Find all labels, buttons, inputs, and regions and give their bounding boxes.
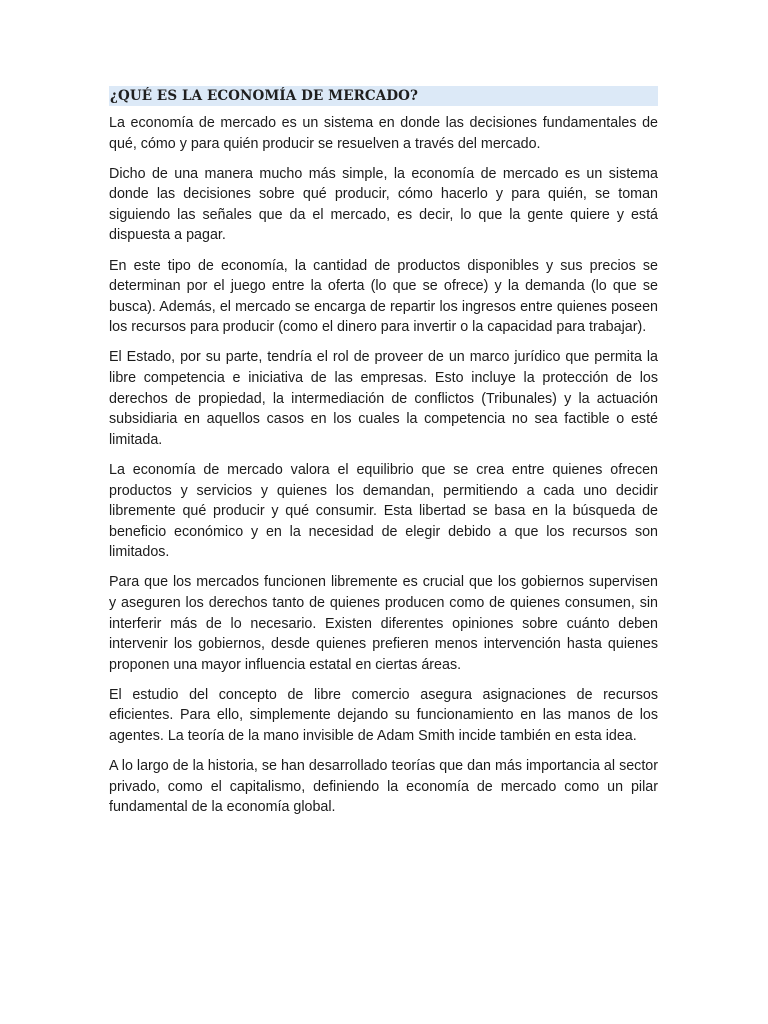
paragraph-state-role: El Estado, por su parte, tendría el rol de proveer de un marco jurídico que permita la libre competencia e iniciativa de las empresas. Esto incluye la protección de los derechos de propiedad, la intermediación de conflictos (Tribunales) y la actuación subsidiaria en aquellos casos en los cuales la competencia no sea factible o esté limitada.	[109, 349, 658, 448]
paragraph-history: A lo largo de la historia, se han desarrollado teorías que dan más importancia al sector privado, como el capitalismo, definiendo la economía de mercado como un pilar fundamental de la economía global.	[109, 758, 658, 816]
paragraph-equilibrium: La economía de mercado valora el equilibrio que se crea entre quienes ofrecen productos y servicios y quienes los demandan, permitiendo a cada uno decidir libremente qué producir y qué consumir. Esta libertad se basa en la búsqueda de beneficio económico y en la necesidad de elegir debido a que los recursos son limitados.	[109, 461, 658, 561]
paragraph-supply-demand: En este tipo de economía, la cantidad de productos disponibles y sus precios se determinan por el juego entre la oferta (lo que se ofrece) y la demanda (lo que se busca). Además, el mercado se encarga de repartir los ingresos entre quienes poseen los recursos para producir (como el dinero para invertir o la capacidad para trabajar).	[109, 257, 658, 336]
paragraph-government-oversight: Para que los mercados funcionen libremente es crucial que los gobiernos supervisen y aseguren los derechos tanto de quienes producen como de quienes consumen, sin interferir más de lo necesario. Existen diferentes opiniones sobre cuánto deben intervenir los gobiernos, desde quienes prefieren menos intervención hasta quienes proponen una mayor influencia estatal en ciertas áreas.	[109, 574, 658, 673]
paragraph-definition: La economía de mercado es un sistema en donde las decisiones fundamentales de qué, cómo y para quién producir se resuelven a través del mercado.	[109, 115, 658, 152]
paragraph-simple-explanation: Dicho de una manera mucho más simple, la economía de mercado es un sistema donde las decisiones sobre qué producir, cómo hacerlo y para quién, se toman siguiendo las señales que da el mercado, es decir, lo que la gente quiere y está dispuesta a pagar.	[109, 165, 658, 244]
paragraph-free-trade: El estudio del concepto de libre comercio asegura asignaciones de recursos eficientes. Para ello, simplemente dejando su funcionamiento en las manos de los agentes. La teoría de la mano invisible de Adam Smith incide también en esta idea.	[109, 686, 658, 745]
section-heading: ¿QUÉ ES LA ECONOMÍA DE MERCADO?	[109, 86, 658, 106]
document-body	[109, 86, 658, 827]
